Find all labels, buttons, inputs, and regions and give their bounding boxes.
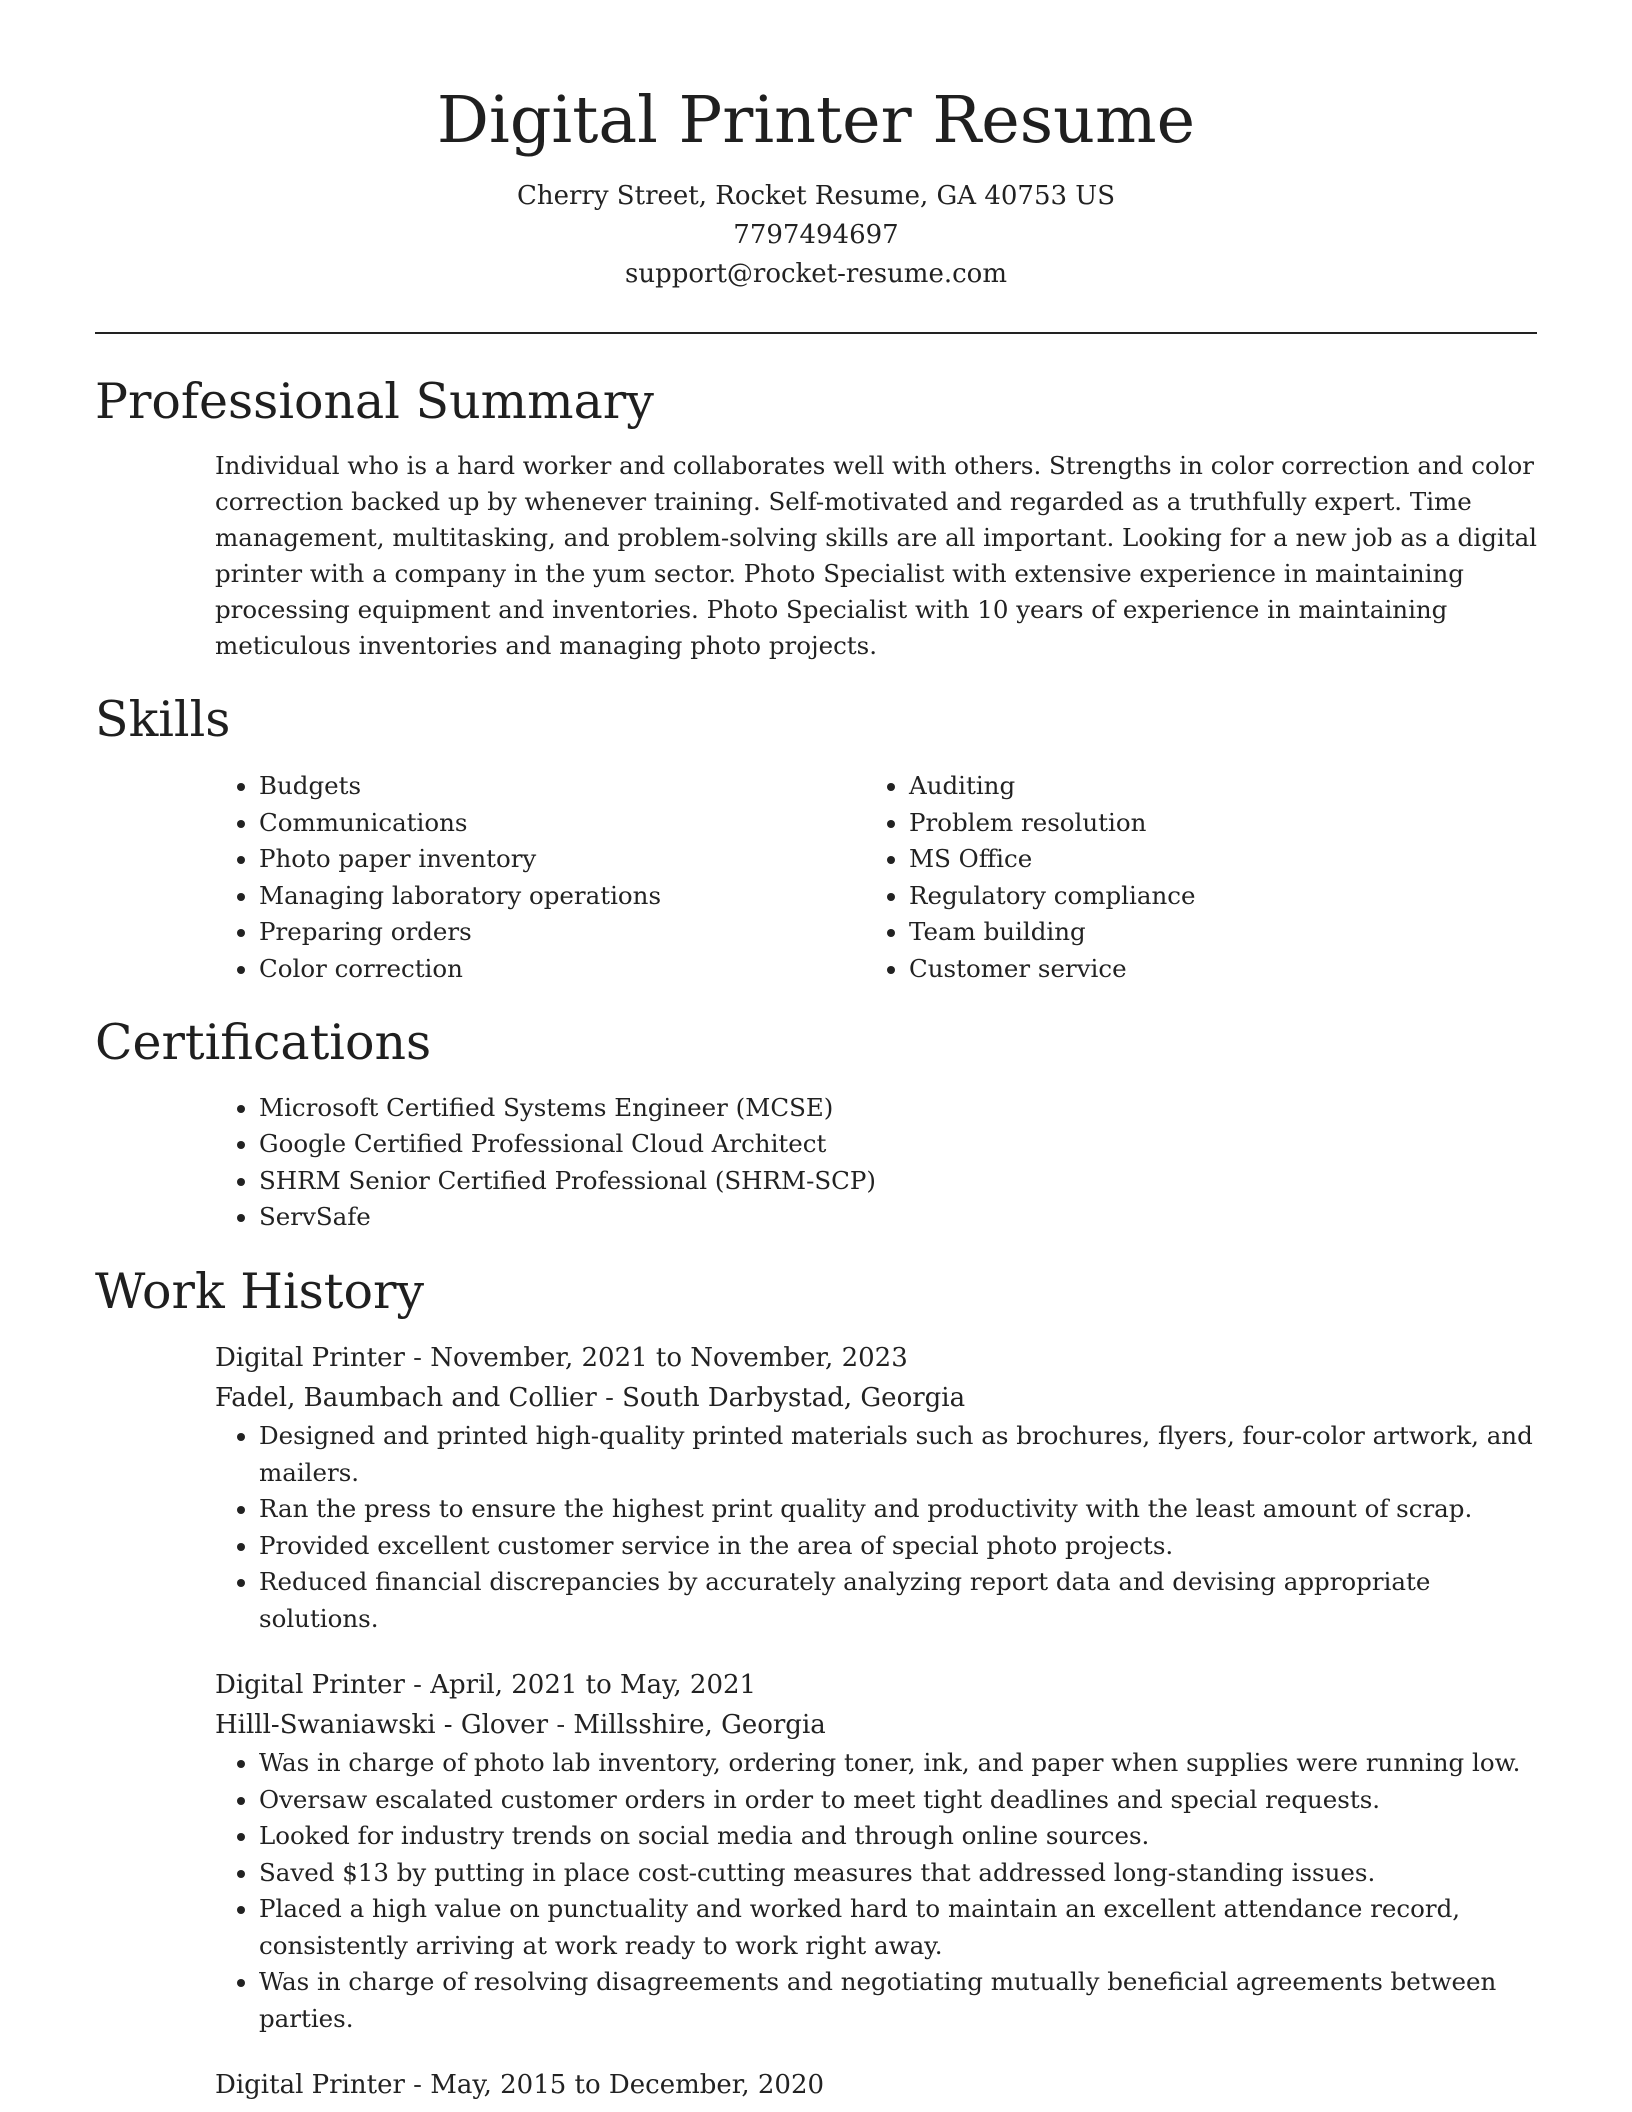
summary-heading: Professional Summary	[95, 372, 654, 430]
job-dates: November, 2021 to November, 2023	[430, 1343, 908, 1374]
job-company-line: Hilll-Swaniawski - Glover - Millsshire, Georgia	[215, 1710, 826, 1741]
job-bullet: • Looked for industry trends on social media and through online sources.	[259, 1818, 1537, 1855]
skill-item: • Customer service	[909, 951, 1515, 988]
contact-info	[95, 177, 1537, 294]
job-title: Digital Printer	[215, 1343, 405, 1374]
skills-list-right	[865, 768, 1515, 987]
certifications-list	[215, 1090, 1537, 1236]
job-bullets	[215, 1418, 1537, 1637]
job-company: Fadel, Baumbach and Collier	[215, 1383, 597, 1414]
skills-column-right	[865, 768, 1515, 987]
skill-item: • MS Office	[909, 841, 1515, 878]
summary-text: Individual who is a hard worker and collaborates well with others. Strengths in color correction and color correction backed up by whenever training. Self-motivated and regarded as a truthfully expert. Time management, multitasking, and problem-solving skills are all important. Looking for a new job as a digital printer with a company in the yum sector. Photo Specialist with extensive experience in maintaining processing equipment and inventories. Photo Specialist with 10 years of experience in maintaining meticulous inventories and managing photo projects.	[215, 451, 1538, 661]
job-entry	[215, 1665, 1537, 2037]
job-bullet: • Saved $13 by putting in place cost-cutting measures that addressed long-standing issues.	[259, 1855, 1537, 1892]
skill-item: • Managing laboratory operations	[259, 878, 865, 915]
skill-item: • Team building	[909, 914, 1515, 951]
contact-phone: 7797494697	[733, 219, 899, 250]
job-bullet: • Provided excellent customer service in the area of special photo projects.	[259, 1528, 1537, 1565]
job-bullet: • Was in charge of resolving disagreements and negotiating mutually beneficial agreements between parties.	[259, 1964, 1537, 2037]
resume-header	[95, 0, 1537, 294]
job-bullet: • Placed a high value on punctuality and worked hard to maintain an excellent attendance record, consistently arriving at work ready to work right away.	[259, 1891, 1537, 1964]
contact-address: Cherry Street, Rocket Resume, GA 40753 US	[516, 180, 1116, 211]
job-title: Digital Printer	[215, 1670, 405, 1701]
job-title: Digital Printer	[215, 2070, 405, 2101]
skill-item: • Regulatory compliance	[909, 878, 1515, 915]
certifications-heading: Certifications	[95, 1014, 432, 1072]
job-dates: April, 2021 to May, 2021	[430, 1670, 757, 1701]
certifications-list-wrapper	[215, 1090, 1537, 1236]
certification-item: • ServSafe	[259, 1199, 1537, 1236]
job-entry	[215, 2065, 1537, 2105]
certification-item: • Microsoft Certified Systems Engineer (MCSE)	[259, 1090, 1537, 1127]
skill-item: • Budgets	[259, 768, 865, 805]
header-divider	[95, 332, 1537, 334]
job-bullet: • Reduced financial discrepancies by accurately analyzing report data and devising appropriate solutions.	[259, 1564, 1537, 1637]
job-bullet: • Oversaw escalated customer orders in order to meet tight deadlines and special requests.	[259, 1782, 1537, 1819]
work-history-heading: Work History	[95, 1262, 425, 1320]
job-title-line: Digital Printer - April, 2021 to May, 2021	[215, 1670, 757, 1701]
job-title-line: Digital Printer - May, 2015 to December, 2020	[215, 2070, 825, 2101]
skill-item: • Color correction	[259, 951, 865, 988]
skill-item: • Problem resolution	[909, 805, 1515, 842]
work-history-section	[95, 1264, 1537, 2105]
skills-section	[95, 692, 1537, 987]
job-location: Millsshire, Georgia	[573, 1710, 826, 1741]
job-title-line: Digital Printer - November, 2021 to November, 2023	[215, 1343, 908, 1374]
job-bullet: • Was in charge of photo lab inventory, ordering toner, ink, and paper when supplies were running low.	[259, 1745, 1537, 1782]
job-company: Hilll-Swaniawski - Glover	[215, 1710, 549, 1741]
skills-list-left	[215, 768, 865, 987]
job-bullet: • Designed and printed high-quality printed materials such as brochures, flyers, four-color artwork, and mailers.	[259, 1418, 1537, 1491]
job-bullet: • Ran the press to ensure the highest print quality and productivity with the least amount of scrap.	[259, 1491, 1537, 1528]
skills-column-left	[215, 768, 865, 987]
certifications-section	[95, 1015, 1537, 1235]
job-company-line: Fadel, Baumbach and Collier - South Darbystad, Georgia	[215, 1383, 966, 1414]
skills-grid	[215, 768, 1537, 987]
skill-item: • Preparing orders	[259, 914, 865, 951]
certification-item: • SHRM Senior Certified Professional (SHRM-SCP)	[259, 1163, 1537, 1200]
page-title: Digital Printer Resume	[436, 83, 1196, 158]
skill-item: • Communications	[259, 805, 865, 842]
skill-item: • Photo paper inventory	[259, 841, 865, 878]
job-dates: May, 2015 to December, 2020	[430, 2070, 825, 2101]
job-location: South Darbystad, Georgia	[622, 1383, 966, 1414]
job-bullets	[215, 1745, 1537, 2037]
contact-email: support@rocket-resume.com	[624, 258, 1007, 289]
skill-item: • Auditing	[909, 768, 1515, 805]
summary-section	[95, 374, 1537, 664]
job-entry	[215, 1338, 1537, 1637]
certification-item: • Google Certified Professional Cloud Architect	[259, 1126, 1537, 1163]
skills-heading: Skills	[95, 691, 231, 749]
